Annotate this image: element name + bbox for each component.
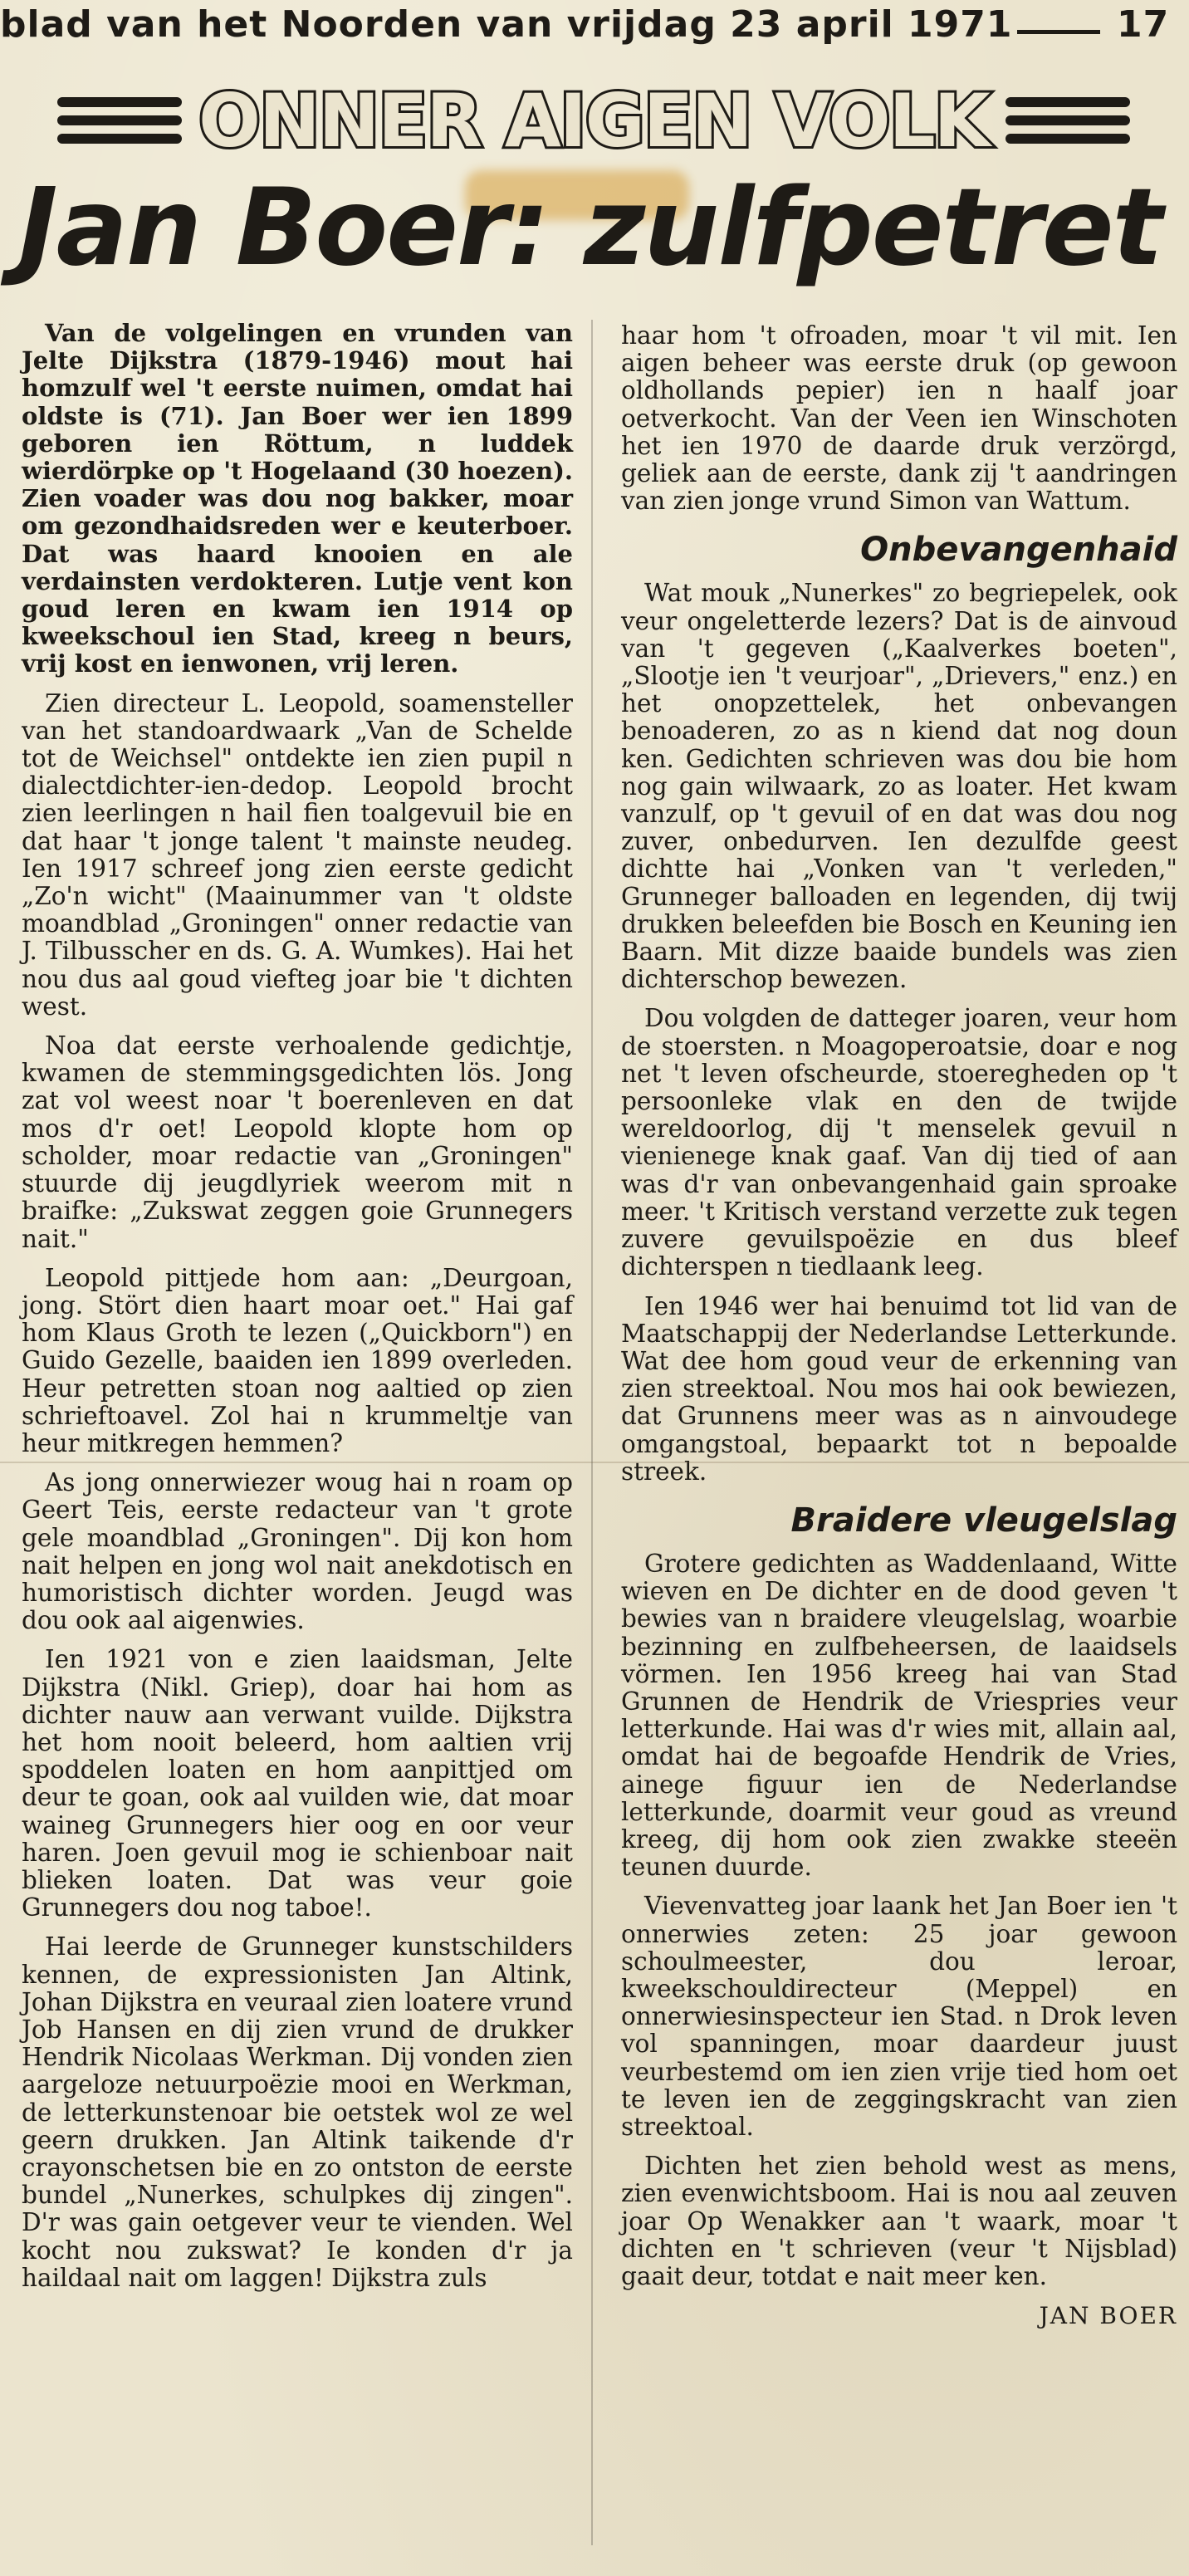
body-paragraph: Dichten het zien behold west as mens, zien evenwichtsboom. Hai is nou aal zeuven joar Op Wenakker aan 't waark, moar 't dichten en 't schrieven (veur 't Nijsblad) gaait deur, totdat e nait meer ken.	[621, 2152, 1177, 2290]
author-signature: JAN BOER	[1039, 2302, 1177, 2330]
body-paragraph: Leopold pittjede hom aan: „Deurgoan, jong. Stört dien haart moar oet." Hai gaf hom Klaus Groth te lezen („Quickborn") en Guido Gezelle, baaiden ien 1899 overleden. Heur petretten stoan nog aaltied op zien schrieftoavel. Zol hai n krummeltje van heur mitkregen hemmen?	[22, 1263, 573, 1457]
body-paragraph-continued: haar hom 't ofroaden, moar 't vil mit. Ien aigen beheer was eerste druk (op gewoon oldhollands pepier) ien n haalf joar oetverkocht. Van der Veen ien Winschoten het ien 1970 de daarde druk verzörgd, geliek aan de eerste, dank zij 't aandringen van zien jonge vrund Simon van Wattum.	[621, 321, 1177, 516]
rubric-bars-right	[1006, 97, 1130, 144]
newspaper-masthead	[0, 0, 1189, 58]
paper-fold-line	[0, 1462, 1189, 1463]
body-paragraph: Hai leerde de Grunneger kunstschilders kennen, de expressionisten Jan Altink, Johan Dijkstra en veuraal zien loatere vrund Job Hansen en dij zien vrund de drukker Hendrik Nicolaas Werkman. Dij vonden zien aargeloze netuurpoëzie mooi en Werkman, de letterkunstenoar bie oetstek wol ze wel geern drukken. Jan Altink taikende d'r crayonschetsen bie en zo ontston de eerste bundel „Nunerkes, schulpkes dij zingen". D'r was gain oetgever veur te vienden. Wel kocht nou zukswat? Ie konden d'r ja haildaal nait om laggen! Dijkstra zuls	[22, 1932, 573, 2292]
masthead-date-line: blad van het Noorden van vrijdag 23 april 1971	[0, 3, 1013, 46]
body-paragraph: Zien directeur L. Leopold, soamensteller van het standoardwaark „Van de Schelde tot de Weichsel" ontdekte ien zien pupil n dialectdichter-ien-dedop. Leopold brocht zien leerlingen n hail fien toalgevuil bie en dat haar 't jonge talent 't mainste neudeg. Ien 1917 schreef jong zien eerste gedicht „Zo'n wicht" (Maainummer van 't oldste moandblad „Groningen" onner redactie van J. Tilbusscher en ds. G. A. Wumkes). Hai het nou dus aal goud viefteg joar bie 't dichten west.	[22, 688, 573, 1021]
lead-paragraph: Van de volgelingen en vrunden van Jelte Dijkstra (1879-1946) mout hai homzulf wel 't eerste nuimen, omdat hai oldste is (71). Jan Boer wer ien 1899 geboren ien Röttum, n luddek wierdörpke op 't Hogelaand (30 hoezen). Zien voader was dou nog bakker, moar om gezondhaidsreden wer e keuterboer. Dat was haard knooien en ale verdainsten verdokteren. Lutje vent kon goud leren en kwam ien 1914 op kweekschoul ien Stad, kreeg n beurs, vrij kost en ienwonen, vrij leren.	[22, 319, 574, 678]
body-paragraph: Ien 1921 von e zien laaidsman, Jelte Dijkstra (Nikl. Griep), doar hai hom as dichter nauw aan verwant vuilde. Dijkstra het hom nooit beleerd, hom aaltien vrij spoddelen loaten en hom aanpittjed om deur te goan, ook aal vuilden wie, dat moar waineg Grunnegers hier oog en oor veur haren. Joen gevuil mog ie schienboar nait blieken loaten. Dat was veur goie Grunnegers dou nog taboe!.	[22, 1645, 573, 1922]
subheading-onbevangenhaid: Onbevangenhaid	[860, 531, 1177, 570]
column-divider	[591, 320, 593, 2545]
body-paragraph: Dou volgden de datteger joaren, veur hom de stoersten. n Moagoperoatsie, doar e nog net 't leven ofscheurde, stoeregheden op 't persoonleke vlak en den de twijde wereldoorlog, dij 't menselek gevuil n vienienege knak gaaf. Van dij tied of aan was d'r van onbevangenhaid gain sproake meer. 't Kritisch verstand verzette zuk tegen zuvere gevuilspoëzie en dus bleef dichterspen n tiedlaank leeg.	[621, 1004, 1177, 1281]
section-rubric	[75, 75, 1113, 166]
body-paragraph: Ien 1946 wer hai benuimd tot lid van de Maatschappij der Nederlandse Letterkunde. Wat dee hom goud veur de erkenning van zien streektoal. Nou mos hai ook bewiezen, dat Grunnens meer was as n ainvoudege omgangstoal, bepaarkt tot n bepoalde streek.	[621, 1291, 1177, 1486]
body-paragraph: Grotere gedichten as Waddenlaand, Witte wieven en De dichter en de dood geven 't bewies van n braidere vleugelslag, woarbie bezinning en zulfbeheersen, de laaidsels vörmen. Ien 1956 kreeg hai van Stad Grunnen de Hendrik de Vriespries veur letterkunde. Hai was d'r wies mit, allain aal, omdat hai de begoafde Hendrik de Vries, ainege figuur ien de Nederlandse letterkunde, doarmit veur goud as vreund kreeg, dij hom ook zien zwakke steeën teunen duurde.	[621, 1549, 1177, 1882]
page-number: 17	[1117, 3, 1170, 46]
body-paragraph: Vievenvatteg joar laank het Jan Boer ien 't onnerwies zeten: 25 joar gewoon schoulmeester, dou leroar, kweekschouldirecteur (Meppel) en onnerwiesinspecteur ien Stad. n Drok leven vol spanningen, moar daardeur juust veurbestemd om ien zien vrije tied hom oet te leven ien de zeggingskracht van zien streektoal.	[621, 1892, 1177, 2141]
subheading-braidere-vleugelslag: Braidere vleugelslag	[790, 1501, 1177, 1540]
rubric-title: ONNER AIGEN VOLK	[198, 77, 989, 164]
article-right-column	[621, 322, 1177, 2329]
body-paragraph: As jong onnerwiezer woug hai n roam op Geert Teis, eerste redacteur van 't grote gele moandblad „Groningen". Dij kon hom nait helpen en jong wol nait anekdotisch en humoristisch dichter worden. Jeugd was dou ook aal aigenwies.	[22, 1468, 573, 1635]
body-paragraph: Noa dat eerste verhoalende gedichtje, kwamen de stemmingsgedichten lös. Jong zat vol weest noar 't boerenleven en dat mos d'r oet! Leopold klopte hom op scholder, moar redactie van „Groningen" stuurde dij jeugdlyriek weerom mit n braifke: „Zukswat zeggen goie Grunnegers nait."	[22, 1031, 573, 1253]
body-paragraph: Wat mouk „Nunerkes" zo begriepelek, ook veur ongeletterde lezers? Dat is de ainvoud van 't gegeven („Kaalverkes boeten", „Slootje ien 't veurjoar", „Drievers," enz.) en het onopzettelek, het onbevangen benoaderen, zo as n kiend dat nog doun ken. Gedichten schrieven was dou bie hom nog gain wilwaark, zo as loater. Het kwam vanzulf, op 't gevuil of en dat was dou nog zuver, onbedurven. Ien dezulfde geest dichtte hai „Vonken van 't verleden," Grunneger balloaden en legenden, dij twij drukken beleefden bie Bosch en Keuning ien Baarn. Mit dizze baaide bundels was zien dichterschop bewezen.	[621, 579, 1177, 994]
rubric-bars-left	[57, 97, 182, 144]
article-left-column	[22, 320, 573, 2304]
masthead-dash	[1017, 30, 1100, 34]
article-headline: Jan Boer: zulfpetret	[18, 166, 1162, 290]
